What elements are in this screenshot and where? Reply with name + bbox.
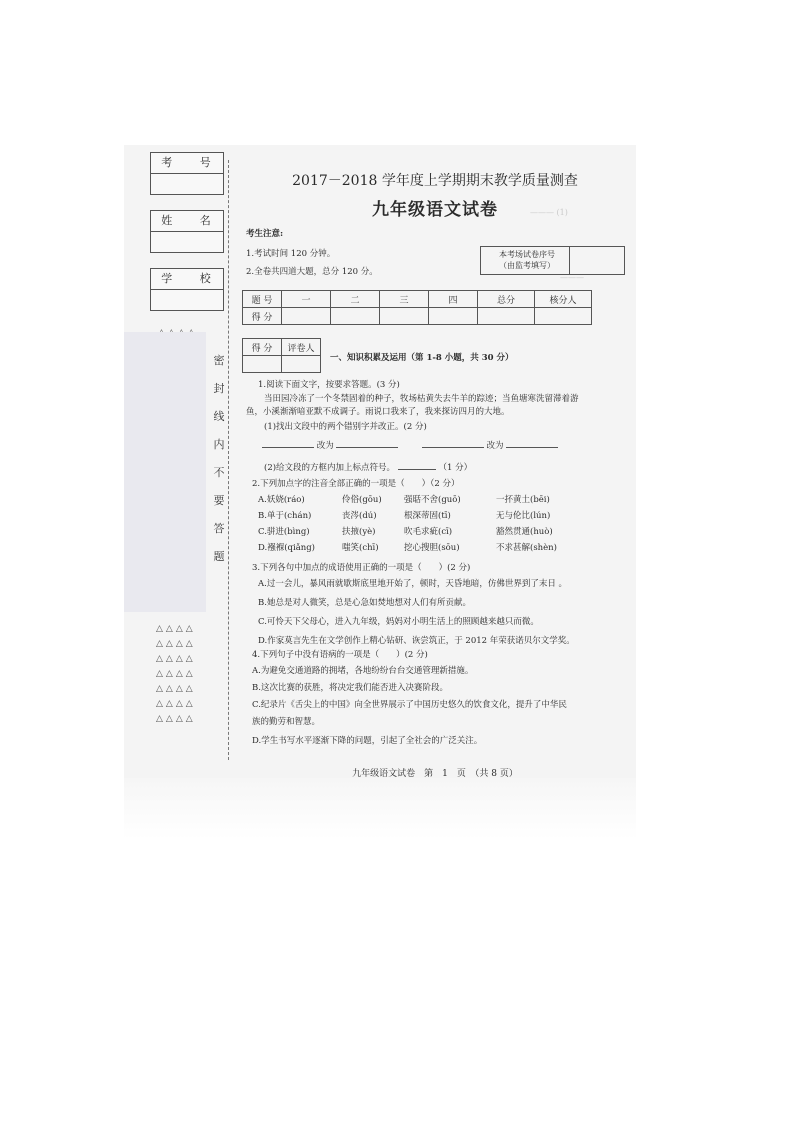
q2-term: 吹毛求疵(cī)	[404, 527, 453, 537]
score-cell: 四	[429, 291, 478, 308]
q2-option-row	[258, 510, 618, 526]
q2-term: 嗤笑(chī)	[342, 543, 379, 553]
exam-number-box	[150, 152, 224, 195]
triangle-row: △△△△	[156, 624, 196, 634]
q1-passage-line: 当田园冷冻了一个冬禁固着的种子，牧场枯黄失去牛羊的踪迹；当鱼塘寒洗留滞着游	[264, 394, 579, 404]
q4-option: A.为避免交通道路的拥堵，各地纷纷台台交通管理新措施。	[252, 666, 474, 676]
exam-order-divider	[569, 247, 570, 274]
name-field[interactable]	[151, 232, 223, 252]
score-entry[interactable]	[380, 308, 429, 325]
school-field[interactable]	[151, 290, 223, 310]
exam-order-line1: 本考场试卷序号	[499, 250, 555, 259]
school-label: 学 校	[151, 269, 223, 290]
score-entry[interactable]	[331, 308, 380, 325]
score-table	[242, 290, 592, 325]
q1-sub2: (2)给文段的方框内加上标点符号。	[264, 463, 396, 473]
seal-char: 要	[213, 494, 225, 507]
notice-heading: 考生注意:	[246, 229, 284, 239]
q2-options	[258, 494, 618, 558]
answer-blank[interactable]	[262, 447, 314, 448]
seal-char: 封	[213, 382, 225, 395]
triangle-row: △△△△	[156, 669, 196, 679]
q4-stem: 4.下列句子中没有语病的一项是（ ）(2 分)	[252, 650, 428, 660]
triangle-row: △△△△	[156, 684, 196, 694]
change-to-label: 改为	[486, 441, 504, 451]
score-cell: 题 号	[243, 291, 282, 308]
exam-number-field[interactable]	[151, 174, 223, 194]
q2-option-a: A.妖娆(ráo)	[258, 495, 305, 505]
q1-sub2-row	[264, 462, 472, 474]
q2-term: 豁然贯通(huò)	[496, 527, 553, 537]
triangle-row: △△△△	[156, 654, 196, 664]
page-footer: 九年级语文试卷 第 1 页 （共 8 页）	[352, 769, 518, 779]
exam-title: 2017－2018 学年度上学期期末教学质量测查	[292, 173, 578, 189]
school-box	[150, 268, 224, 311]
q2-term: 一抔黄土(bēi)	[496, 495, 550, 505]
seal-dashed-line	[228, 160, 229, 760]
answer-blank[interactable]	[506, 447, 558, 448]
q1-sub2-score: （1 分）	[438, 463, 473, 473]
q1-passage-line: 鱼，小溪渐渐喑亚默不成调子。雨说口我来了，我来探访四月的大地。	[246, 407, 510, 417]
q2-option-c: C.骈进(bìng)	[258, 527, 310, 537]
q1-correction-row	[262, 440, 558, 452]
name-label: 姓 名	[151, 211, 223, 232]
notice-item: 2.全卷共四道大题，总分 120 分。	[246, 267, 378, 277]
q2-option-d: D.襁褓(qiǎng)	[258, 543, 315, 553]
q3-options	[258, 578, 630, 654]
bleed-mark: ——— (1)	[530, 208, 568, 217]
q2-term: 强聒不舍(guō)	[404, 495, 461, 505]
q4-option: D.学生书写水平逐渐下降的问题，引起了全社会的广泛关注。	[252, 736, 483, 746]
score-row-label: 得 分	[243, 308, 282, 325]
q2-term: 挖心搜胆(sōu)	[404, 543, 460, 553]
q1-stem: 1.阅读下面文字，按要求答题。(3 分)	[258, 380, 400, 390]
q2-term: 丧涔(dú)	[342, 511, 377, 521]
seal-char: 密	[213, 354, 225, 367]
answer-blank[interactable]	[336, 447, 398, 448]
exam-order-label	[487, 249, 567, 271]
triangle-border-bottom	[156, 622, 196, 727]
q2-option-row	[258, 542, 618, 558]
name-box	[150, 210, 224, 253]
q4-option: B.这次比赛的获胜，将决定我们能否进入决赛阶段。	[252, 683, 448, 693]
reviewer-table	[242, 338, 321, 373]
score-cell: 二	[331, 291, 380, 308]
notice-item: 1.考试时间 120 分钟。	[246, 249, 336, 259]
score-cell: 核分人	[535, 291, 592, 308]
score-entry[interactable]	[282, 308, 331, 325]
q4-option: C.纪录片《舌尖上的中国》向全世界展示了中国历史悠久的饮食文化，提升了中华民	[252, 700, 567, 710]
seal-char: 内	[213, 438, 225, 451]
q2-term: 无与伦比(lún)	[496, 511, 551, 521]
scan-bottom-shade	[124, 778, 636, 840]
exam-number-label: 考 号	[151, 153, 223, 174]
score-entry[interactable]	[535, 308, 592, 325]
seal-char: 不	[213, 466, 225, 479]
q2-stem: 2.下列加点字的注音全部正确的一项是（ ）（2 分）	[252, 479, 460, 489]
reviewer-score-entry[interactable]	[243, 356, 282, 373]
q1-sub1: (1)找出文段中的两个错别字并改正。(2 分)	[264, 422, 427, 432]
section1-heading: 一、知识积累及运用（第 1-8 小题，共 30 分）	[330, 353, 514, 363]
score-entry[interactable]	[429, 308, 478, 325]
q2-term: 伶俗(gōu)	[342, 495, 382, 505]
q3-option: D.作家莫言先生在文学创作上精心钻研、诙尝筑正，于 2012 年荣获诺贝尔文学奖。	[258, 636, 575, 646]
change-to-label: 改为	[316, 441, 334, 451]
q3-option: B.她总是对人微笑，总是心急如焚地想对人们有所贡献。	[258, 598, 471, 608]
score-cell: 三	[380, 291, 429, 308]
bleed-mark: ———	[560, 273, 584, 282]
reviewer-entry[interactable]	[282, 356, 321, 373]
q2-term: 根深蒂固(tī)	[404, 511, 451, 521]
answer-blank[interactable]	[398, 469, 436, 470]
reviewer-score-label: 得 分	[243, 339, 282, 356]
exam-order-line2: （由监考填写）	[499, 261, 555, 270]
q4-options	[252, 665, 624, 752]
triangle-row: △△△△	[156, 714, 196, 724]
seal-char: 答	[213, 522, 225, 535]
seal-char: 题	[213, 550, 225, 563]
q2-option-b: B.单于(chán)	[258, 511, 312, 521]
exam-subtitle: 九年级语文试卷	[372, 200, 498, 220]
q3-option: A.过一会儿，暴风雨就歇斯底里地开始了，顿时，天昏地暗，仿佛世界到了末日 。	[258, 579, 568, 589]
reviewer-label: 评卷人	[282, 339, 321, 356]
q2-option-row	[258, 526, 618, 542]
triangle-row: △△△△	[156, 699, 196, 709]
score-cell: 总分	[478, 291, 535, 308]
q3-option: C.可怜天下父母心，进入九年级，妈妈对小明生活上的照顾越来越只而微。	[258, 617, 539, 627]
redaction-patch	[124, 332, 206, 612]
seal-char: 线	[213, 410, 225, 423]
q3-stem: 3.下列各句中加点的成语使用正确的一项是（ ）(2 分)	[252, 563, 471, 573]
q4-option-continued: 族的勤劳和智慧。	[252, 717, 321, 727]
q2-option-row	[258, 494, 618, 510]
answer-blank[interactable]	[422, 447, 484, 448]
exam-order-box	[480, 246, 625, 275]
q2-term: 扶掖(yè)	[342, 527, 376, 537]
score-table-score-row	[243, 308, 592, 325]
q2-term: 不求甚解(shèn)	[496, 543, 557, 553]
score-table-header-row	[243, 291, 592, 308]
triangle-row: △△△△	[156, 639, 196, 649]
score-cell: 一	[282, 291, 331, 308]
score-entry[interactable]	[478, 308, 535, 325]
